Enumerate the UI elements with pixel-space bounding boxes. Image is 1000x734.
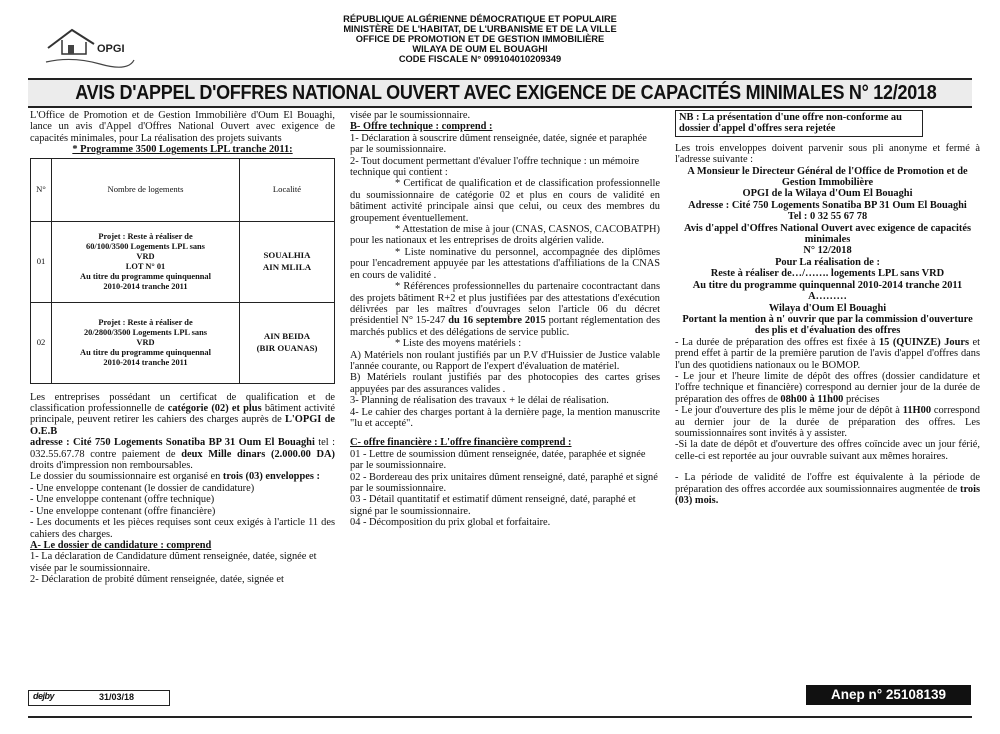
address-line: Adresse : Cité 750 Logements Sonatiba BP 31 Oum El Bouaghi xyxy=(688,199,967,211)
dossier-paragraph: Le dossier du soumissionnaire est organisé en trois (03) enveloppes : xyxy=(30,471,320,483)
desc-line: Au titre du programme quinquennal xyxy=(80,271,211,281)
envelope-item: - Les documents et les pièces requises sont ceux exigés à l'article 11 des cahiers des charges. xyxy=(30,517,335,540)
address-line: Au titre du programme quinquennal 2010-2014 tranche 2011 xyxy=(692,279,963,291)
section-b-item: 1- Déclaration à souscrire dûment renseignée, datée, signée et paraphée par le soumissionnaire. xyxy=(350,132,647,156)
desc-line: 2010-2014 tranche 2011 xyxy=(103,357,188,367)
enterprises-paragraph: Les entreprises possédant un certificat de qualification et de classification professionnelle de catégorie (02) et plus bâtiment activité principale, peuvent retirer les cahiers des charges auprès de L'OPGI de O.E.B xyxy=(30,391,335,437)
table-header-row xyxy=(31,158,335,221)
section-c-item: 01 - Lettre de soumission dûment renseignée, datée, paraphée et signée par le soumissionnaire. xyxy=(350,448,646,472)
section-b-item: * Références professionnelles du partenaire cocontractant dans des projets bâtiment R+2 et plus justifiées par des attestations d'exécution délivrées par les maîtres d'ouvrages selon l'article 06 du décret présidentiel N° 15-247 du 16 septembre 2015 portant réglementation des marchés publics et des délégations de service public. xyxy=(350,281,660,338)
gov-line: CODE FISCALE N° 099104010209349 xyxy=(398,54,562,64)
address-block xyxy=(675,166,980,337)
desc-line: 2010-2014 tranche 2011 xyxy=(103,281,188,291)
section-b-item: 3- Planning de réalisation des travaux + le délai de réalisation. xyxy=(350,395,609,407)
desc-line: Au titre du programme quinquennal xyxy=(80,347,211,357)
notice-title: AVIS D'APPEL D'OFFRES NATIONAL OUVERT AVEC EXIGENCE DE CAPACITÉS MINIMALES N° 12/2018 xyxy=(75,82,937,104)
section-b-item: * Attestation de mise à jour (CNAS, CASNOS, CACOBATPH) pour les nationaux et les entreprises de droits algérien valide. xyxy=(350,224,660,247)
section-b-heading: B- Offre technique : comprend : xyxy=(350,121,493,133)
gov-line: WILAYA DE OUM EL BOUAGHI xyxy=(412,44,548,54)
nb-notice: NB : La présentation d'une offre non-conforme au dossier d'appel d'offres sera rejetée xyxy=(675,110,923,137)
envelope-item: - Une enveloppe contenant (offre financière) xyxy=(30,505,216,517)
row-locality xyxy=(240,302,335,383)
desc-line: VRD xyxy=(136,251,155,261)
desc-line: LOT N° 01 xyxy=(125,261,166,271)
header-lots: Nombre de logements xyxy=(52,158,240,221)
table-row xyxy=(31,302,335,383)
row-num: 02 xyxy=(31,302,52,383)
section-c-item: 03 - Détail quantitatif et estimatif dûment renseigné, daté, paraphé et signé par le soumissionnaire. xyxy=(350,494,636,517)
gov-line: OFFICE DE PROMOTION ET DE GESTION IMMOBILIÈRE xyxy=(355,34,605,44)
row-locality xyxy=(240,221,335,302)
opening-paragraph: - Le jour d'ouverture des plis le même jour de dépôt à 11H00 correspond au dernier jour de la durée de préparation des offres. Les soumissionnaires sont invités à y assister. xyxy=(675,405,981,439)
opgi-logo xyxy=(42,18,137,70)
notice-title-bar xyxy=(28,78,972,108)
logo-text: OPGI xyxy=(97,43,125,55)
section-a-item: 1- La déclaration de Candidature dûment renseignée, datée, signée et visée par le soumissionnaire. xyxy=(30,551,317,574)
intro-paragraph: L'Office de Promotion et de Gestion Immobilière d'Oum El Bouaghi, lance un avis d'Appel d'Offres National Ouvert avec exigence de capacités minimales, pour La réalisation des projets suivants xyxy=(30,110,335,144)
footer-publication-stamp xyxy=(28,690,170,706)
section-a-heading: A- Le dossier de candidature : comprend xyxy=(30,539,212,551)
publication-date: 31/03/18 xyxy=(99,692,135,702)
anep-reference: Anep n° 25108139 xyxy=(806,685,971,705)
row-description xyxy=(52,221,240,302)
address-line: Avis d'appel d'Offres National Ouvert avec exigence de capacités minimales xyxy=(683,222,972,246)
desc-line: Projet : Reste à réaliser de xyxy=(98,231,193,241)
address-line: Reste à réaliser de…/……. logements LPL sans VRD xyxy=(710,268,945,280)
address-line: Pour La réalisation de : xyxy=(775,256,880,268)
section-b-item: A) Matériels non roulant justifiés par un P.V d'Huissier de Justice valable l'année courante, ou Rapport de l'expert d'évaluation de matériel. xyxy=(350,349,660,372)
table-row xyxy=(31,221,335,302)
column-1 xyxy=(30,110,335,586)
section-c-heading: C- offre financière : L'offre financière comprend : xyxy=(350,437,572,449)
loc-line: AIN BEIDA xyxy=(263,331,311,342)
envelope-item: - Une enveloppe contenant (offre technique) xyxy=(30,494,215,506)
desc-line: Projet : Reste à réaliser de xyxy=(98,317,193,327)
section-b-item: * Liste nominative du personnel, accompagnée des diplômes pour l'encadrement appuyée par les attestations d'affiliations de la CNAS en cours de validité . xyxy=(350,246,660,281)
column-3 xyxy=(675,110,980,506)
gov-line: RÉPUBLIQUE ALGÉRIENNE DÉMOCRATIQUE ET POPULAIRE xyxy=(343,14,617,24)
header-locality: Localité xyxy=(240,158,335,221)
section-c-item: 04 - Décomposition du prix global et forfaitaire. xyxy=(350,517,551,529)
desc-line: 60/100/3500 Logements LPL sans xyxy=(86,241,205,251)
lots-table xyxy=(30,158,335,384)
section-b-item: 4- Le cahier des charges portant à la dernière page, la mention manuscrite "lu et accepté". xyxy=(350,406,660,429)
loc-line: (BIR OUANAS) xyxy=(256,342,318,353)
address-line: Tel : 0 32 55 67 78 xyxy=(787,211,868,223)
duration-paragraph: - La durée de préparation des offres est fixée à 15 (QUINZE) Jours et prend effet à partir de la première parution de l'avis d'appel d'offres dans l'un des quotidiens nationaux ou le BOMOP. xyxy=(675,336,980,371)
section-b-item: * Liste des moyens matériels : xyxy=(395,338,522,350)
programme-heading: * Programme 3500 Logements LPL tranche 2011: xyxy=(72,144,293,156)
section-b-item: B) Matériels roulant justifiés par des photocopies des cartes grises appuyées par des assurances valides . xyxy=(350,372,660,395)
desc-line: 20/2800/3500 Logements LPL sans xyxy=(83,327,208,337)
gov-line: MINISTÈRE DE L'HABITAT, DE L'URBANISME ET DE LA VILLE xyxy=(343,24,617,34)
section-c-item: 02 - Bordereau des prix unitaires dûment renseigné, daté, paraphé et signé par le soumissionnaire. xyxy=(350,471,658,494)
address-line: Wilaya d'Oum El Bouaghi xyxy=(768,302,887,314)
envelope-item: - Une enveloppe contenant (le dossier de candidature) xyxy=(30,482,255,494)
row-num: 01 xyxy=(31,221,52,302)
loc-line: AIN MLILA xyxy=(262,261,312,272)
address-line: A……… xyxy=(808,291,847,303)
desc-line: VRD xyxy=(136,337,155,347)
tel-paragraph: adresse : Cité 750 Logements Sonatiba BP 31 Oum El Bouaghi tel : 032.55.67.78 contre paiement de deux Mille dinars (2.000.00 DA) droits d'impression non remboursables. xyxy=(30,437,335,472)
column-2 xyxy=(350,110,660,529)
address-line: Portant la mention à n' ouvrir que par la commission d'ouverture des plis et d'évaluation des offres xyxy=(682,313,973,337)
bottom-rule xyxy=(28,716,972,718)
address-line: A Monsieur le Directeur Général de l'Office de Promotion et de Gestion Immobilière xyxy=(687,165,968,189)
section-a-item: 2- Déclaration de probité dûment renseignée, datée, signée et xyxy=(30,574,284,586)
section-b-item: * Certificat de qualification et de classification professionnelle du soumissionnaire de catégorie 02 et plus en cours de validité en bâtiment activité principale ainsi que celui, ou ceux des membres du groupement éventuellement. xyxy=(350,178,660,224)
address-line: N° 12/2018 xyxy=(803,245,852,257)
header-num: N° xyxy=(31,158,52,221)
government-header xyxy=(330,14,630,64)
continuation-text: visée par le soumissionnaire. xyxy=(350,110,471,121)
row-description xyxy=(52,302,240,383)
publisher-logo: dejby xyxy=(33,691,55,701)
deadline-paragraph: - Le jour et l'heure limite de dépôt des offres (dossier candidature et l'offre technique et financière) correspond au dernier jour de la durée de préparation des offres de 08h00 à 11h00 précises xyxy=(675,370,980,405)
validity-paragraph: - La période de validité de l'offre est équivalente à la période de préparation des offres accordée aux soumissionnaires augmentée de trois (03) mois. xyxy=(675,472,980,506)
envelopes-paragraph: Les trois enveloppes doivent parvenir sous pli anonyme et fermé à l'adresse suivante : xyxy=(675,142,980,166)
holiday-paragraph: -Si la date de dépôt et d'ouverture des offres coïncide avec un jour férié, celle-ci est reportée au jour ouvrable suivant aux mêmes horaires. xyxy=(675,439,980,462)
loc-line: SOUALHIA xyxy=(263,250,311,261)
section-b-item: 2- Tout document permettant d'évaluer l'offre technique : un mémoire technique qui contient : xyxy=(350,155,640,179)
address-line: OPGI de la Wilaya d'Oum El Bouaghi xyxy=(742,188,913,200)
